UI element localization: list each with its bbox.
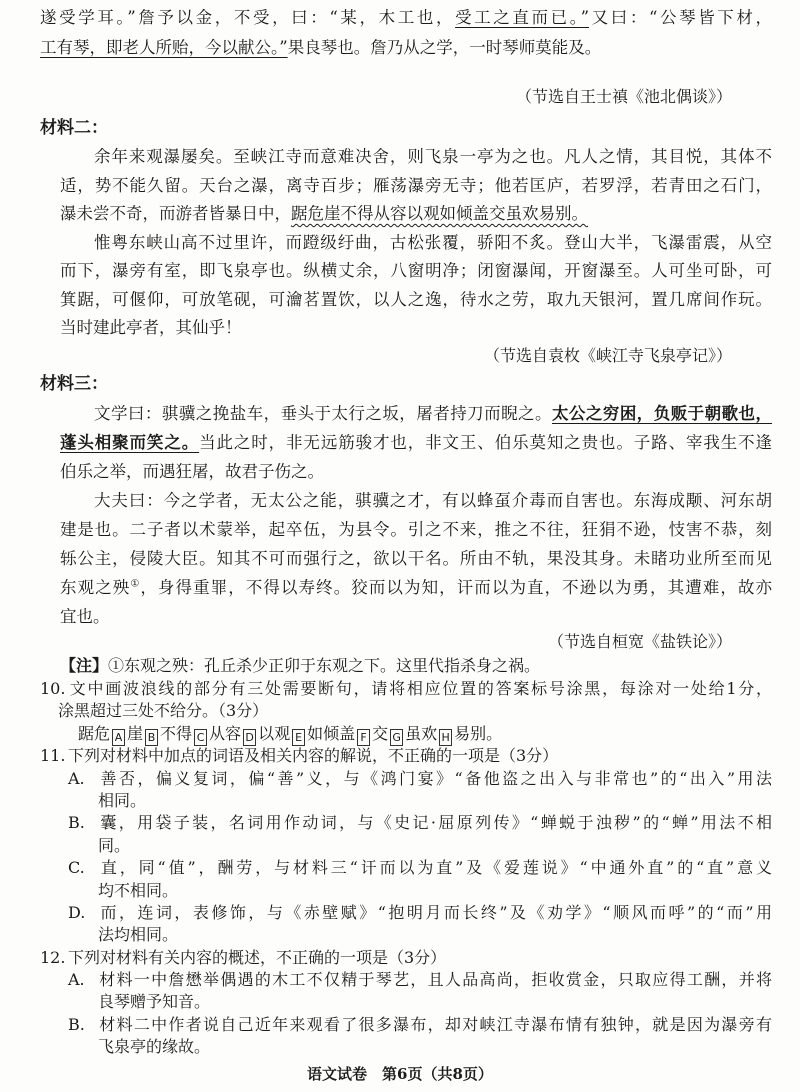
material2-line-2: 适，势不能久留。天台之瀑，离寺百步；雁荡瀑旁无寺；他若匡庐，若罗浮，若青田之石门， [60,175,772,195]
material2-heading [40,113,240,143]
q12-option-a-cont: 良琴赠予知音。 [98,992,211,1012]
material2-line-3 [60,200,772,229]
q12-stem-line [40,947,772,969]
underlined-segment: 受工之直而已。” [455,8,590,27]
questions [40,678,772,1059]
footnote-text: ①东观之殃：孔丘杀少正卯于东观之下。这里代指杀身之祸。 [108,656,541,675]
option-text: 材料一中詹懋举偶遇的木工不仅精于琴艺，且人品高尚，拒收赏金，只取应得工酬，并将 [98,970,772,990]
source-citation: （节选自桓宽《盐铁论》） [547,632,732,651]
sentence-part: 以观 [258,723,291,743]
sentence-part: 虽欢 [405,723,438,743]
footnote-line [60,654,772,678]
text-segment: 东观之殃 [60,578,131,597]
footnote-label: 【注】 [60,656,109,675]
sentence-part: 易别。 [454,723,503,743]
material1-line-1 [40,3,772,33]
material1-line-2 [40,33,772,63]
underlined-segment: 蓬头相聚而笑之。 [60,433,200,452]
material3-line-8: 宜也。 [60,607,110,626]
material2-line-7: 当时建此亭者，其仙乎！ [60,318,242,337]
answer-box-a: A [112,729,125,746]
material3-line-6: 轹公主，侵陵大臣。知其不可而强行之，欲以干名。所由不轨，果没其身。未睹功业所至而见 [60,549,772,568]
material1-source [300,83,732,111]
answer-box-b: B [145,729,158,746]
section-heading: 材料三： [40,374,108,394]
answer-box-d: D [243,729,256,746]
option-letter: C. [68,858,85,878]
material3-line-5: 建是也。二子者以术蒙举，起卒伍，为县令。引之不来，推之不往，狂狷不逊，忮害不恭，刻 [60,520,772,539]
material3-line-1 [60,399,772,428]
wavy-underlined-segment: 踞危崖不得从容以观如倾盖交虽欢易别。 [291,204,588,223]
sentence-part: 不得 [160,723,193,743]
question-number: 12. [40,947,66,967]
q11-option-c [40,857,772,879]
material3-line-4: 大夫曰：今之学者，无太公之能，骐骥之才，有以蜂虿介毒而自害也。东海成颙、河东胡 [94,491,772,510]
material2-line-1: 余年来观瀑屡矣。至峡江寺而意难决舍，则飞泉一亭为之也。凡人之情，其目悦，其体不 [94,147,772,166]
question-stem: 文中画波浪线的部分有三处需要断句，请将相应位置的答案标号涂黑，每涂对一处给1分， [68,679,772,698]
material2-source [300,342,732,370]
option-text: 材料二中作者说自己近年来观看了很多瀑布，却对峡江寺瀑布情有独钟，就是因为瀑旁有 [98,1014,772,1034]
text-segment: 果良琴也。詹乃从之学，一时琴师莫能及。 [287,38,602,57]
answer-box-g: G [390,729,403,746]
source-citation: （节选自袁枚《峡江寺飞泉亭记》） [483,346,732,365]
q11-option-b-cont: 同。 [98,835,131,855]
material3-source [300,630,732,654]
page-footer [0,1062,800,1086]
sentence-part: 从容 [209,723,242,743]
option-letter: A. [68,970,85,990]
source-citation: （节选自王士禛《池北偶谈》） [515,87,732,106]
underlined-segment: 工有琴，即老人所贻，今以献公。” [40,38,288,57]
sentence-part: 踞危 [78,723,111,743]
q12-option-b [40,1014,772,1036]
answer-box-h: H [439,729,452,746]
q11-option-b [40,812,772,834]
material3-line-3: 伯乐之举，而遇狂屠，故君子伤之。 [60,462,324,481]
q11-option-d [40,902,772,924]
sentence-part: 如倾盖 [307,723,356,743]
question-stem: 下列对材料中加点的词语及相关内容的解说，不正确的一项是（3分） [68,746,559,766]
option-letter: B. [68,1014,85,1034]
q11-option-a-cont: 相同。 [98,790,147,810]
text-segment: 又曰：“公琴皆下材， [589,8,773,27]
section-heading: 材料二： [40,118,108,138]
q12-option-b-cont: 飞泉亭的缘故。 [98,1037,211,1057]
option-text: 而，连词，表修饰，与《赤壁赋》“抱明月而长终”及《劝学》“顺风而呼”的“而”用 [98,902,772,922]
q11-option-c-cont: 均不相同。 [98,880,179,900]
option-text: 善否，偏义复词，偏“善”义，与《鸿门宴》“备他盗之出入与非常也”的“出入”用法 [98,768,772,788]
material3-line-7 [60,573,772,602]
material2-line-5: 而下，瀑旁有室，即飞泉亭也。纵横丈余，八窗明净；闭窗瀑闻，开窗瀑至。人可坐可卧，可 [60,261,772,280]
material3-passage [60,399,772,631]
material2-line-6: 箕踞，可偃仰，可放笔砚，可瀹茗置饮，以人之逸，待水之劳，取九天银河，置几席间作玩。 [60,289,772,309]
q10-line-1 [40,678,772,700]
material2-passage [60,143,772,343]
question-number: 10. [40,679,66,698]
underlined-segment: 太公之穷困，负贩于朝歌也， [551,404,773,423]
text-segment: ，身得重罪，不得以寿终。狡而以为知，讦而以为直，不逊以为勇，其遭难，故亦 [140,578,773,597]
answer-box-f: F [357,729,370,746]
option-letter: D. [68,902,86,922]
text-segment: 文学曰：骐骥之挽盐车，垂头于太行之坂，屠者持刀而睨之。 [94,404,552,423]
option-letter: B. [68,813,85,833]
material3-line-2 [60,428,772,457]
footnote-marker: ① [130,578,141,590]
text-segment: 瀑未尝不奇，而游者皆暴日中， [60,204,291,223]
footnote [60,654,772,678]
footer-text: 语文试卷 第6页（共8页） [307,1065,493,1083]
text-segment: 当此之时，非无远筋骏才也，非文王、伯乐莫知之贵也。子路、宰我生不逢 [199,433,773,452]
option-text: 直，同“值”，酬劳，与材料三“讦而以为直”及《爱莲说》“中通外直”的“直”意义 [98,858,772,878]
option-letter: A. [68,768,85,788]
q11-stem-line [40,745,772,767]
answer-box-e: E [292,729,305,746]
q11-option-d-cont: 法均相同。 [98,925,179,945]
text-segment: 遂受学耳。”詹予以金，不受，曰：“某，木工也， [40,8,456,27]
sentence-part: 交 [372,723,389,743]
question-stem: 下列对材料有关内容的概述，不正确的一项是（3分） [68,947,447,967]
sentence-part: 崖 [127,723,144,743]
q10-answer-sentence [40,723,772,745]
material2-line-4: 惟粤东峡山高不过里许，而蹬级纡曲，古松张覆，骄阳不炙。登山大半，飞瀑雷震，从空 [94,232,772,252]
material3-heading [40,370,240,398]
q10-line-2: 涂黑超过三处不给分。（3分） [58,701,269,721]
answer-box-c: C [194,729,207,746]
question-number: 11. [40,746,66,766]
q12-option-a [40,969,772,991]
option-text: 囊，用袋子装，名词用作动词，与《史记·屈原列传》“蝉蜕于浊秽”的“蝉”用法不相 [98,813,772,833]
material1-passage [40,3,772,63]
q11-option-a [40,768,772,790]
